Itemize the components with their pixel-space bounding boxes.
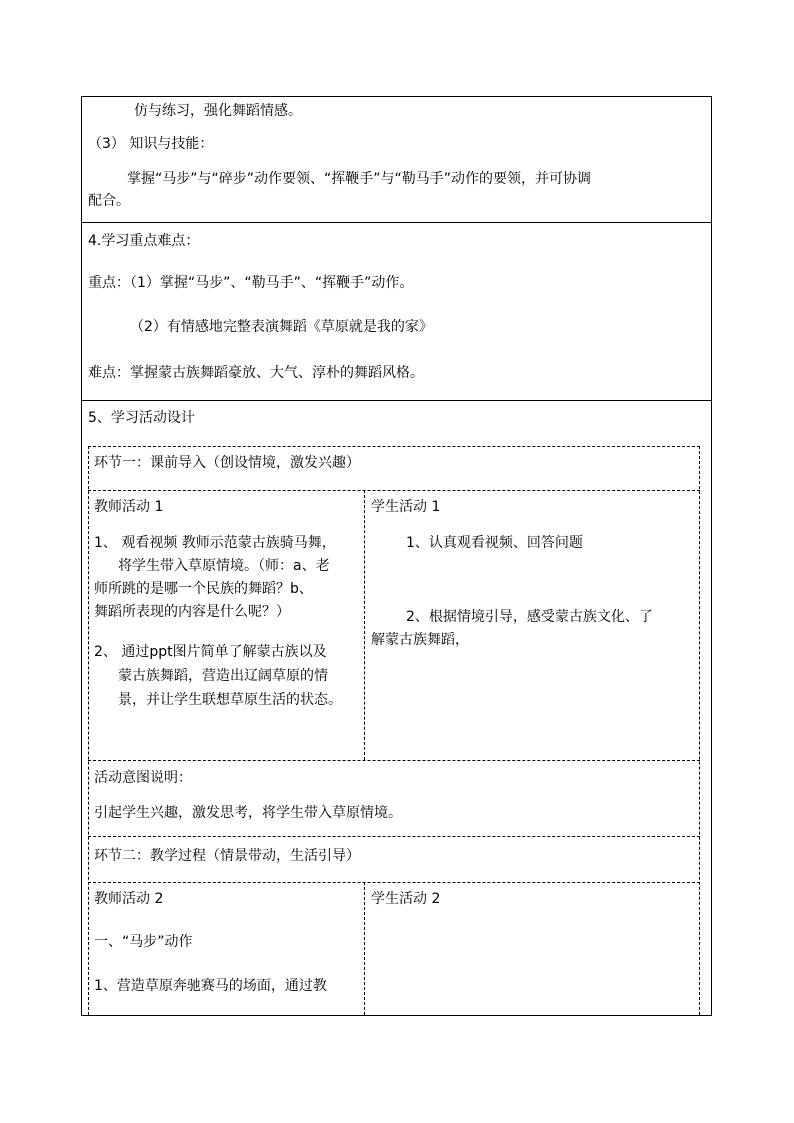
teacher-activity-1-heading: 教师活动 1 (94, 499, 164, 515)
activity-design-table (88, 446, 700, 1015)
teacher-activity-1-line: 将学生带入草原情境。（师：a、老 (118, 558, 330, 574)
activity-design-heading: 5、学习活动设计 (88, 410, 195, 426)
student-activity-2-heading: 学生活动 2 (371, 891, 441, 907)
student-activity-1-line: 2、根据情境引导，感受蒙古族文化、了 (406, 609, 653, 625)
teacher-activity-2-line: 一、“马步”动作 (94, 934, 193, 950)
lesson-plan-table (81, 96, 712, 1016)
teacher-activity-2-line: 1、营造草原奔驰赛马的场面，通过教 (94, 978, 327, 994)
teacher-activity-1-line: 2、 通过ppt图片简单了解蒙古族以及 (94, 644, 327, 660)
student-activity-1-heading: 学生活动 1 (371, 499, 441, 515)
teacher-activity-1-line: 师所跳的是哪一个民族的舞蹈？b、 (94, 581, 313, 597)
knowledge-skills-text: 掌握“马步”与“碎步”动作要领、“挥鞭手”与“勒马手”动作的要领，并可协调 (127, 171, 592, 187)
intent-text: 引起学生兴趣，激发思考，将学生带入草原情境。 (94, 805, 402, 821)
knowledge-skills-heading: （3） 知识与技能： (88, 136, 214, 152)
knowledge-skills-text-cont: 配合。 (88, 193, 130, 209)
teacher-activity-1-line: 1、 观看视频 教师示范蒙古族骑马舞， (94, 535, 336, 551)
teacher-activity-1-line: 蒙古族舞蹈，营造出辽阔草原的情 (118, 668, 328, 684)
teacher-activity-1-line: 景，并让学生联想草原生活的状态。 (118, 692, 342, 708)
stage2-title: 环节二：教学过程（情景带动，生活引导） (94, 848, 360, 864)
key-points-heading: 4.学习重点难点： (88, 233, 200, 249)
teacher-activity-1-line: 舞蹈所表现的内容是什么呢？） (94, 604, 290, 620)
student-activity-1-line: 解蒙古族舞蹈， (371, 632, 469, 648)
student-activity-1-line: 1、认真观看视频、回答问题 (406, 535, 583, 551)
key-point-1: 重点：（1）掌握“马步”、“勒马手”、“挥鞭手”动作。 (88, 275, 414, 291)
difficulty-text: 难点：掌握蒙古族舞蹈豪放、大气、淳朴的舞蹈风格。 (88, 365, 424, 381)
objectives-continuation: 仿与练习，强化舞蹈情感。 (134, 103, 302, 119)
intent-heading: 活动意图说明： (94, 770, 192, 786)
stage1-title: 环节一：课前导入（创设情境，激发兴趣） (94, 455, 360, 471)
key-points-section (82, 223, 711, 401)
key-point-2: （2）有情感地完整表演舞蹈《草原就是我的家》 (130, 319, 433, 335)
teacher-activity-2-heading: 教师活动 2 (94, 891, 164, 907)
objectives-section (82, 97, 711, 223)
